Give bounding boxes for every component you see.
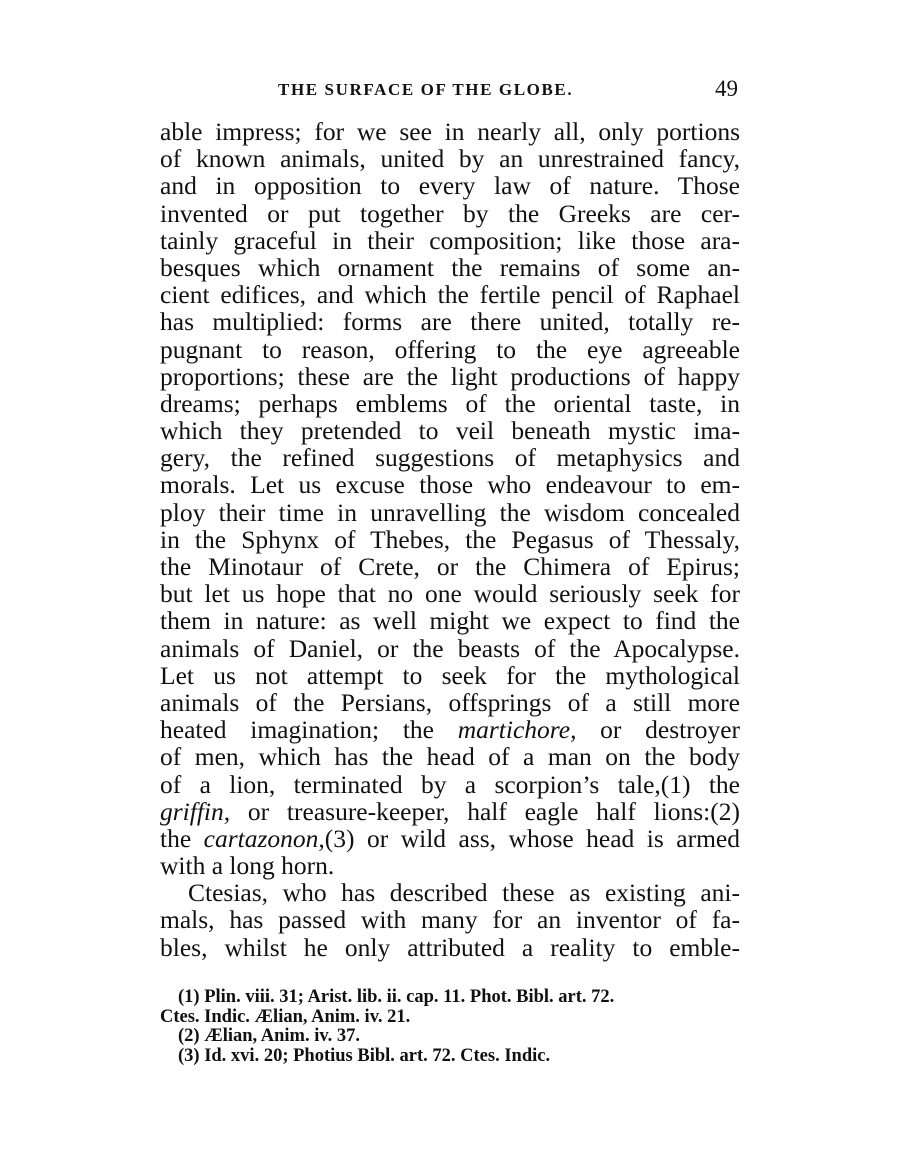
text-segment: heated imagination; the <box>160 715 458 745</box>
footnote-2: (2) Ælian, Anim. iv. 37. <box>178 1026 360 1046</box>
body-text <box>160 118 740 961</box>
text-segment: or destroyer <box>576 715 741 745</box>
text-segment: the <box>160 823 204 853</box>
text-line: and in opposition to every law of nature. Those <box>160 171 740 201</box>
footnotes <box>160 988 740 1066</box>
text-line: Let us not attempt to seek for the mythological <box>160 660 740 690</box>
text-line: dreams; perhaps emblems of the oriental taste, in <box>160 388 740 418</box>
text-line: of known animals, united by an unrestrained fancy, <box>160 144 740 174</box>
text-line <box>160 798 740 825</box>
text-line: has multiplied: forms are there united, totally re- <box>160 307 740 337</box>
text-line: but let us hope that no one would seriously seek for <box>160 579 740 609</box>
text-line: able impress; for we see in nearly all, only portions <box>160 117 740 146</box>
italic-term-griffin: griffin, <box>160 796 231 826</box>
text-line: morals. Let us excuse those who endeavour to em- <box>160 470 740 500</box>
footnote-3: (3) Id. xvi. 20; Photius Bibl. art. 72. Ctes. Indic. <box>178 1045 551 1066</box>
text-line: which they pretended to veil beneath mystic ima- <box>160 416 740 446</box>
text-line: mals, has passed with many for an inventor of fa- <box>160 905 740 935</box>
text-segment: (3) or wild ass, whose head is armed <box>324 823 740 853</box>
text-line: invented or put together by the Greeks are cer- <box>160 198 740 228</box>
text-line: animals of the Persians, offsprings of a still more <box>160 687 740 717</box>
text-line: with a long horn. <box>160 851 335 881</box>
text-line: the Minotaur of Crete, or the Chimera of Epirus; <box>160 552 740 581</box>
text-segment: or treasure-keeper, half eagle half lions:(2) <box>230 796 740 826</box>
text-line: ploy their time in unravelling the wisdom concealed <box>160 497 740 527</box>
footnote-1-continued: Ctes. Indic. Ælian, Anim. iv. 21. <box>160 1006 411 1027</box>
text-line <box>160 825 740 852</box>
text-line: of men, which has the head of a man on the body <box>160 742 740 772</box>
text-line <box>160 716 740 743</box>
text-line: in the Sphynx of Thebes, the Pegasus of Thessaly, <box>160 524 740 554</box>
text-line: them in nature: as well might we expect to find the <box>160 606 740 636</box>
text-line: animals of Daniel, or the beasts of the Apocalypse. <box>160 633 740 663</box>
text-line: gery, the refined suggestions of metaphysics and <box>160 443 740 473</box>
running-head <box>160 76 740 106</box>
page-number: 49 <box>715 76 738 101</box>
text-line: bles, whilst he only attributed a reality to emble- <box>160 932 740 962</box>
footnote-1: (1) Plin. viii. 31; Arist. lib. ii. cap. 11. Phot. Bibl. art. 72. <box>178 987 615 1007</box>
running-title: THE SURFACE OF THE GLOBE. <box>278 80 574 99</box>
text-line: of a lion, terminated by a scorpion’s tale,(1) the <box>160 769 740 799</box>
italic-term-martichore: martichore, <box>457 715 577 745</box>
text-line: pugnant to reason, offering to the eye agreeable <box>160 334 740 364</box>
text-line: besques which ornament the remains of some an- <box>160 252 740 282</box>
text-line: proportions; these are the light productions of happy <box>160 361 740 391</box>
italic-term-cartazonon: cartazonon, <box>203 823 325 853</box>
text-line: cient edifices, and which the fertile pencil of Raphael <box>160 280 740 310</box>
text-line: tainly graceful in their composition; like those ara- <box>160 225 740 255</box>
text-line: Ctesias, who has described these as existing ani- <box>188 878 740 908</box>
